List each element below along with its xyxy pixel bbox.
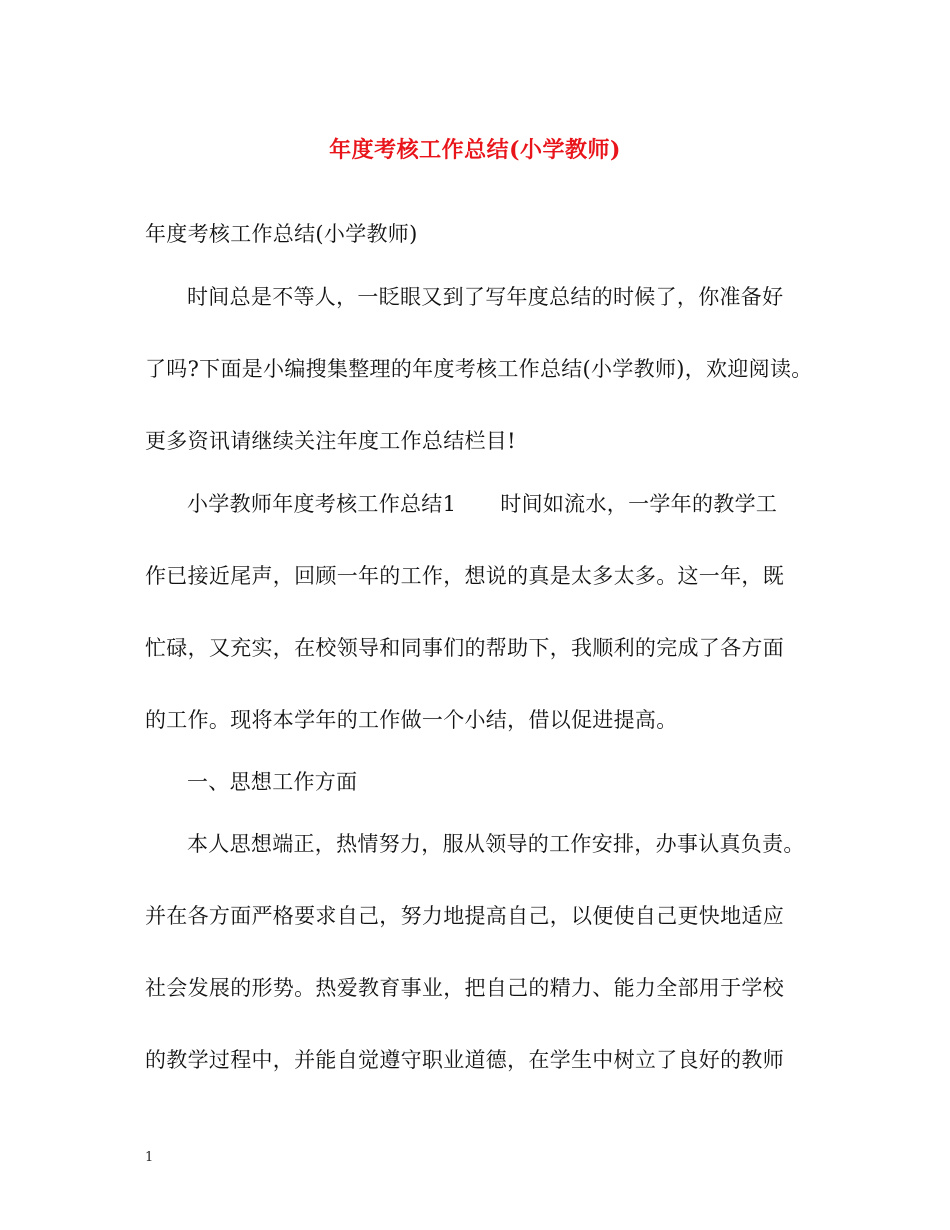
subtitle-line: 年度考核工作总结(小学教师) [145,222,418,246]
paragraph-text: 时间如流水，一学年的教学工 [500,492,778,516]
paragraph-line: 社会发展的形势。热爱教育事业，把自己的精力、能力全部用于学校 [145,976,784,1000]
paragraph-line: 作已接近尾声，回顾一年的工作，想说的真是太多太多。这一年，既 [145,564,784,588]
paragraph-line: 更多资讯请继续关注年度工作总结栏目! [145,429,516,453]
paragraph-line: 了吗?下面是小编搜集整理的年度考核工作总结(小学教师)，欢迎阅读。 [145,357,813,381]
section-heading: 小学教师年度考核工作总结1 [187,492,457,516]
paragraph-line: 并在各方面严格要求自己，努力地提高自己，以便使自己更快地适应 [145,904,784,928]
document-title: 年度考核工作总结(小学教师) [329,137,621,163]
section-heading-line [187,490,777,518]
page-number: 1 [145,1150,154,1165]
paragraph-line: 本人思想端正，热情努力，服从领导的工作安排，办事认真负责。 [187,832,805,856]
section-heading: 一、思想工作方面 [187,770,358,794]
paragraph-line: 时间总是不等人，一眨眼又到了写年度总结的时候了，你准备好 [187,285,784,309]
paragraph-line: 的教学过程中，并能自觉遵守职业道德，在学生中树立了良好的教师 [145,1048,784,1072]
paragraph-line: 的工作。现将本学年的工作做一个小结，借以促进提高。 [145,708,678,732]
paragraph-line: 忙碌，又充实，在校领导和同事们的帮助下，我顺利的完成了各方面 [145,636,784,660]
